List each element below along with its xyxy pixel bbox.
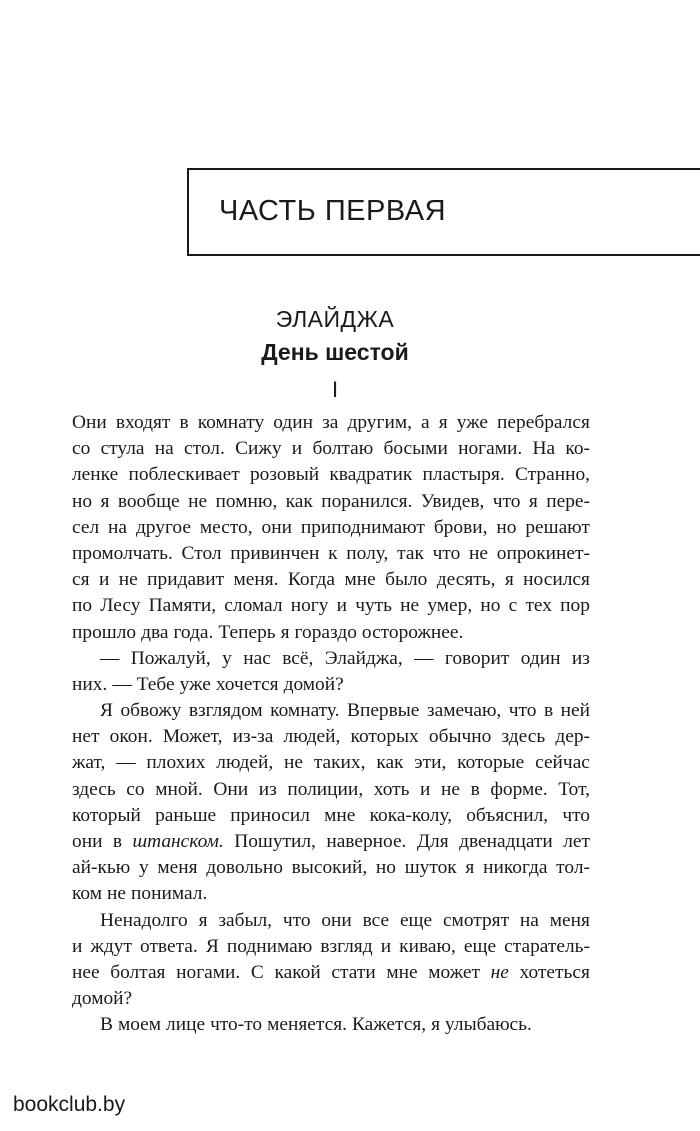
word: придавит xyxy=(147,569,225,591)
text-line xyxy=(72,646,590,672)
word: кока-колу, xyxy=(369,804,453,826)
word: что-то xyxy=(210,1014,263,1036)
word: понимал. xyxy=(131,883,208,905)
word: из xyxy=(258,778,277,800)
word: людей, xyxy=(283,726,341,748)
word: было xyxy=(385,569,428,591)
word: года. xyxy=(173,621,214,643)
word: и xyxy=(291,438,303,460)
word: всё, xyxy=(282,647,314,669)
word: поблескивает xyxy=(128,464,240,486)
word: Может, xyxy=(162,726,223,748)
text-line xyxy=(72,672,590,698)
word: гораздо xyxy=(294,621,357,643)
word: Тот, xyxy=(558,778,590,800)
word: другое xyxy=(135,516,191,538)
word: который xyxy=(72,804,141,826)
word: как xyxy=(285,490,313,512)
word: в xyxy=(543,700,554,722)
word: Пожалуй, xyxy=(130,647,211,669)
word: хоть xyxy=(373,778,410,800)
word: окон. xyxy=(109,726,153,748)
word: я xyxy=(438,412,448,433)
word: босыми xyxy=(383,438,448,460)
word: пластыря. xyxy=(422,464,505,486)
word: плохих xyxy=(146,752,206,774)
word: сел xyxy=(72,516,100,538)
word: лет xyxy=(563,831,590,852)
word: Я xyxy=(205,935,219,957)
word: Тебе xyxy=(136,673,175,695)
word: что xyxy=(492,490,521,512)
word: стол. xyxy=(184,438,225,460)
word: меняется. xyxy=(267,1014,347,1036)
text-line xyxy=(72,750,590,776)
word: вообще xyxy=(117,490,180,512)
word: как xyxy=(376,752,404,774)
word: на xyxy=(108,516,128,538)
word: хочется xyxy=(215,673,279,695)
word: я xyxy=(431,1014,441,1036)
word: меня xyxy=(549,909,590,931)
word: болтая xyxy=(110,961,166,983)
word: улыбаюсь. xyxy=(445,1014,532,1036)
word: не xyxy=(441,778,460,800)
text-line xyxy=(72,960,590,986)
word: Я xyxy=(100,700,113,722)
word: — xyxy=(116,752,136,774)
word: носился xyxy=(523,569,590,591)
word: другим, xyxy=(347,412,412,433)
word: тол- xyxy=(556,857,590,879)
text-line xyxy=(72,489,590,515)
word: и xyxy=(380,935,392,957)
word: я xyxy=(100,490,110,512)
word: Для xyxy=(416,831,449,852)
word: я xyxy=(528,490,538,512)
word: и xyxy=(336,595,347,617)
word: у xyxy=(138,857,149,879)
word: по xyxy=(72,595,93,617)
word: еще xyxy=(399,909,433,931)
text-line xyxy=(72,567,590,593)
word: говорит xyxy=(444,647,510,669)
word: Ненадолго xyxy=(100,909,188,931)
word: объяснил, xyxy=(466,804,549,826)
body-text xyxy=(72,410,590,1039)
word: форме. xyxy=(490,778,548,800)
section-number: I xyxy=(331,377,339,402)
word: со xyxy=(72,438,91,460)
word: домой? xyxy=(283,673,344,695)
word: которые xyxy=(457,752,525,774)
word: в xyxy=(112,831,123,852)
word: но xyxy=(375,857,396,879)
word: нет xyxy=(72,726,100,748)
word: Теперь xyxy=(218,621,276,643)
word: один xyxy=(273,412,314,433)
word: Они xyxy=(213,778,249,800)
word: не xyxy=(284,752,303,774)
word: осторожнее. xyxy=(361,621,464,643)
word: помню, xyxy=(215,490,278,512)
text-line xyxy=(72,515,590,541)
text-line xyxy=(72,803,590,829)
word: ленке xyxy=(72,464,119,486)
word: домой? xyxy=(72,988,133,1010)
word: приносил xyxy=(230,804,310,826)
word: обвожу xyxy=(120,700,182,722)
word: Элайджа, xyxy=(324,647,403,669)
word: на xyxy=(519,909,539,931)
word: пере- xyxy=(546,490,590,512)
word: Стол xyxy=(181,542,222,564)
word: а xyxy=(421,412,430,433)
word: приподнимают xyxy=(300,516,425,538)
word: два xyxy=(141,621,169,643)
word: не xyxy=(469,542,489,564)
word: какой xyxy=(274,961,321,983)
part-title: ЧАСТЬ ПЕРВАЯ xyxy=(219,195,447,227)
word: они xyxy=(321,909,352,931)
word: входят xyxy=(115,412,171,433)
word: высокий, xyxy=(291,857,368,879)
word: полу, xyxy=(346,542,389,564)
word: ждут xyxy=(90,935,132,957)
word: со xyxy=(126,778,145,800)
word: в xyxy=(179,412,189,433)
word: ком xyxy=(72,883,103,905)
text-line xyxy=(72,620,590,646)
word: поранился. xyxy=(321,490,413,512)
word: брови, xyxy=(433,516,488,538)
word: жат, xyxy=(72,752,106,774)
word: довольно xyxy=(206,857,283,879)
word: раньше xyxy=(155,804,217,826)
word: которых xyxy=(350,726,419,748)
word: и xyxy=(98,569,110,591)
word: место, xyxy=(199,516,253,538)
watermark: bookclub.by xyxy=(13,1093,126,1116)
text-line xyxy=(72,724,590,750)
word: комнату. xyxy=(270,700,340,722)
text-line xyxy=(72,934,590,960)
word: сейчас xyxy=(535,752,590,774)
word: ногами. xyxy=(176,961,241,983)
word: с xyxy=(508,595,518,617)
word: мне xyxy=(386,961,418,983)
word: Лесу xyxy=(100,595,141,617)
word: не xyxy=(490,961,509,983)
text-line xyxy=(72,1012,590,1038)
word: я xyxy=(465,857,475,879)
word: нас xyxy=(243,647,271,669)
word: ней xyxy=(560,700,590,722)
word: за xyxy=(322,412,339,433)
text-line xyxy=(72,593,590,619)
word: умер, xyxy=(427,595,473,617)
word: я xyxy=(198,909,208,931)
word: поднимаю xyxy=(226,935,313,957)
word: ногами. xyxy=(458,438,523,460)
word: что xyxy=(508,700,537,722)
word: моем xyxy=(117,1014,162,1036)
word: мне xyxy=(324,804,356,826)
word: замечаю, xyxy=(426,700,502,722)
word: — xyxy=(100,647,120,669)
word: наверное. xyxy=(326,831,407,852)
chapter-name: ЭЛАЙДЖА xyxy=(275,306,395,332)
word: что xyxy=(282,909,311,931)
word: старатель- xyxy=(504,935,590,957)
text-line xyxy=(72,777,590,803)
chapter-subtitle: День шестой xyxy=(261,339,409,365)
word: здесь xyxy=(501,726,546,748)
word: лице xyxy=(166,1014,206,1036)
word: стула xyxy=(100,438,145,460)
word: комнату xyxy=(197,412,265,433)
word: у xyxy=(222,647,232,669)
word: не xyxy=(107,883,127,905)
word: квадратик xyxy=(329,464,413,486)
word: обычно xyxy=(428,726,492,748)
text-line xyxy=(72,436,590,462)
word: может xyxy=(428,961,480,983)
word: стати xyxy=(331,961,376,983)
word: все xyxy=(362,909,390,931)
word: дер- xyxy=(555,726,590,748)
word: ся xyxy=(72,569,90,591)
word: что xyxy=(562,804,590,826)
word: но xyxy=(480,595,501,617)
word: и xyxy=(72,935,83,957)
word: но xyxy=(496,516,517,538)
word: меня xyxy=(157,857,198,879)
word: один xyxy=(520,647,561,669)
word: болтаю xyxy=(312,438,374,460)
word: взгляд xyxy=(320,935,373,957)
word: они xyxy=(261,516,292,538)
word: что xyxy=(432,542,461,564)
word: в xyxy=(470,778,480,800)
word: прошло xyxy=(72,621,137,643)
word: розовый xyxy=(249,464,320,486)
word: привинчен xyxy=(230,542,320,564)
word: Увидев, xyxy=(420,490,485,512)
word: — xyxy=(414,647,434,669)
word: Странно, xyxy=(515,464,590,486)
word: хотеться xyxy=(519,961,590,983)
word: забыл, xyxy=(218,909,273,931)
word: чуть xyxy=(355,595,392,617)
word: здесь xyxy=(72,778,116,800)
word: пор xyxy=(560,595,590,617)
word: Кажется, xyxy=(352,1014,427,1036)
text-line xyxy=(72,698,590,724)
word: шуток xyxy=(404,857,457,879)
text-line xyxy=(72,908,590,934)
word: они xyxy=(72,831,103,852)
word: Когда xyxy=(287,569,336,591)
word: я xyxy=(280,621,290,643)
word: Памяти, xyxy=(148,595,217,617)
word: Пошутил, xyxy=(234,831,316,852)
word: — xyxy=(112,673,132,695)
word: тех xyxy=(525,595,552,617)
word: Они xyxy=(72,412,107,433)
word: взглядом xyxy=(188,700,263,722)
word: ответа. xyxy=(140,935,198,957)
word: штанском. xyxy=(132,831,224,852)
word: На xyxy=(532,438,556,460)
word: никогда xyxy=(483,857,548,879)
word: но xyxy=(72,490,93,512)
word: двенадцати xyxy=(459,831,553,852)
word: и xyxy=(420,778,431,800)
word: из-за xyxy=(232,726,274,748)
word: не xyxy=(188,490,208,512)
word: уже xyxy=(179,673,211,695)
word: них. xyxy=(72,673,108,695)
word: смотрят xyxy=(442,909,510,931)
word: нее xyxy=(72,961,100,983)
word: киваю, xyxy=(399,935,456,957)
word: десять, xyxy=(436,569,496,591)
word: я xyxy=(504,569,514,591)
word: еще xyxy=(463,935,497,957)
word: промолчать. xyxy=(72,542,173,564)
word: опрокинет- xyxy=(496,542,590,564)
word: так xyxy=(397,542,424,564)
word: не xyxy=(118,569,138,591)
word: эти, xyxy=(414,752,447,774)
text-line xyxy=(72,986,590,1012)
word: В xyxy=(100,1014,113,1036)
text-line xyxy=(72,410,590,436)
word: на xyxy=(154,438,174,460)
text-line xyxy=(72,462,590,488)
word: к xyxy=(328,542,338,564)
text-line xyxy=(72,855,590,881)
text-line xyxy=(72,541,590,567)
word: из xyxy=(571,647,590,669)
word: решают xyxy=(525,516,590,538)
word: уже xyxy=(456,412,488,433)
word: не xyxy=(400,595,420,617)
word: перебрался xyxy=(497,412,590,433)
word: мной. xyxy=(155,778,203,800)
text-line xyxy=(72,881,590,907)
word: Сижу xyxy=(235,438,282,460)
text-line xyxy=(72,829,590,855)
word: ай-кью xyxy=(72,857,131,879)
word: сломал xyxy=(224,595,283,617)
word: людей, xyxy=(216,752,274,774)
word: таких, xyxy=(313,752,366,774)
word: Впервые xyxy=(347,700,420,722)
word: ко- xyxy=(565,438,590,460)
word: меня. xyxy=(233,569,279,591)
word: ногу xyxy=(290,595,329,617)
word: мне xyxy=(344,569,376,591)
word: С xyxy=(250,961,264,983)
word: полиции, xyxy=(287,778,364,800)
